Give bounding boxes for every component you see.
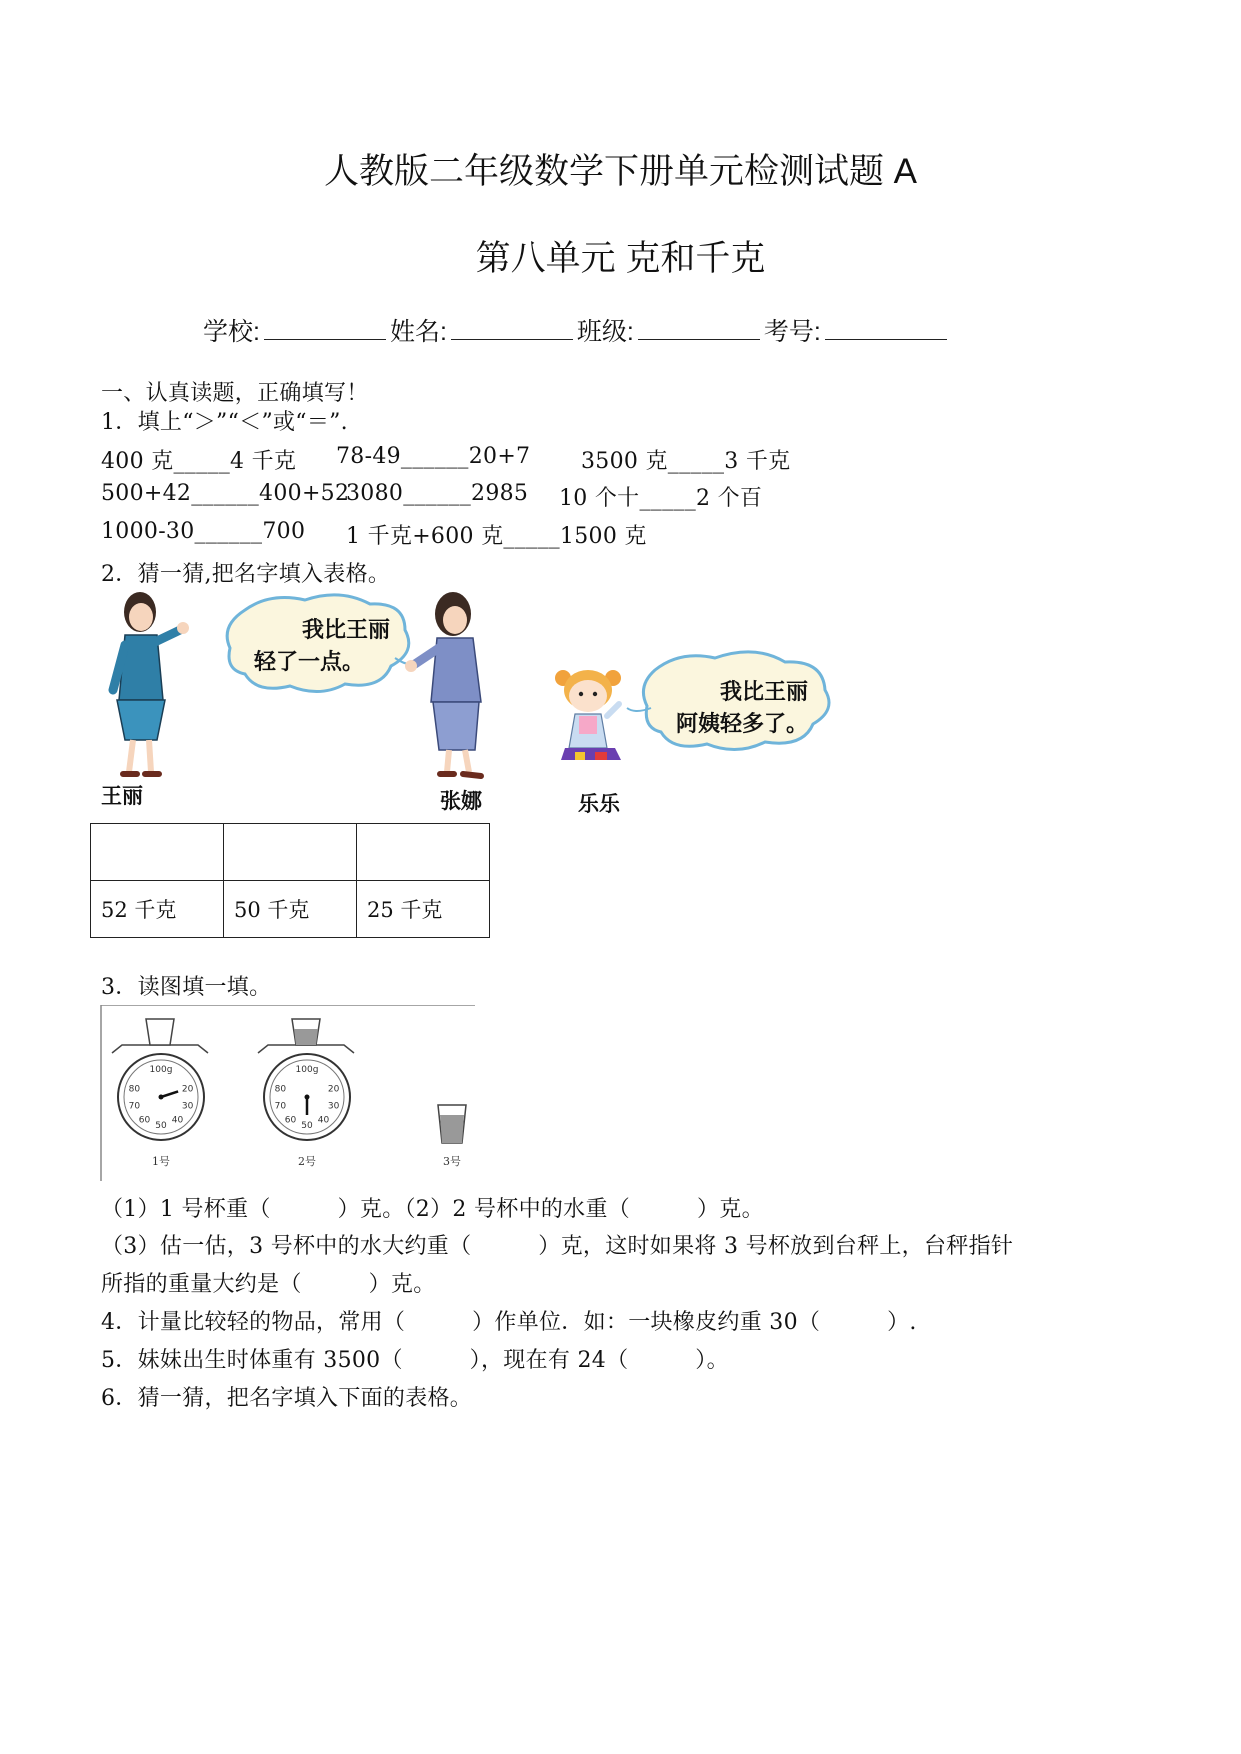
q3-line-2: （3）估一估，3 号杯中的水大约重（ ）克，这时如果将 3 号杯放到台秤上，台秤指针 xyxy=(101,1234,1014,1259)
dial-mark: 30 xyxy=(327,1101,340,1112)
dial-mark: 50 xyxy=(301,1121,313,1131)
dial-mark: 100g xyxy=(149,1065,173,1075)
scale-2 xyxy=(258,1019,354,1140)
woman-zhangna-figure xyxy=(405,592,481,776)
name-zhangna: 张娜 xyxy=(440,788,482,813)
comparison-item: 1000-30______700 xyxy=(101,519,306,544)
dial-mark: 100g xyxy=(295,1065,319,1075)
number-label: 考号: xyxy=(763,318,821,346)
class-blank[interactable] xyxy=(638,321,760,340)
scales-figure xyxy=(100,1005,476,1183)
cup-label-2: 2号 xyxy=(298,1155,316,1168)
dial-mark: 80 xyxy=(274,1084,287,1095)
weight-cell: 52 千克 xyxy=(91,881,224,938)
name-blank[interactable] xyxy=(451,321,573,340)
page-subtitle: 第八单元 克和千克 xyxy=(475,239,766,278)
comparison-item: 3080______2985 xyxy=(346,481,529,506)
bubble2-text: 我比王丽 阿姨轻多了。 xyxy=(676,679,809,737)
q6-text: 6．猜一猜，把名字填入下面的表格。 xyxy=(101,1386,473,1411)
dial-mark: 60 xyxy=(284,1115,297,1126)
q1-prompt: 1．填上“＞”“＜”或“＝”. xyxy=(101,410,348,435)
cup-3 xyxy=(438,1105,466,1143)
dial-mark: 70 xyxy=(274,1101,287,1112)
section-heading: 一、认真读题，正确填写！ xyxy=(101,381,369,406)
comparison-item: 400 克_____4 千克 xyxy=(101,449,297,474)
cup-1-empty xyxy=(146,1019,174,1045)
dial-mark: 70 xyxy=(128,1101,141,1112)
name-cell[interactable] xyxy=(357,824,490,881)
name-cell[interactable] xyxy=(91,824,224,881)
cup-label-3: 3号 xyxy=(443,1155,461,1168)
dial-mark: 40 xyxy=(171,1115,184,1126)
dial-mark: 40 xyxy=(317,1115,330,1126)
table-row xyxy=(91,824,490,881)
q3-prompt: 3．读图填一填。 xyxy=(101,975,272,1000)
bubble1-text: 我比王丽 轻了一点。 xyxy=(254,617,391,675)
name-cell[interactable] xyxy=(224,824,357,881)
q5-text: 5．妹妹出生时体重有 3500（ ），现在有 24（ ）。 xyxy=(101,1348,729,1373)
dial-mark: 20 xyxy=(327,1084,340,1095)
dial-mark: 80 xyxy=(128,1084,141,1095)
scale-1 xyxy=(112,1019,208,1140)
dial-mark: 50 xyxy=(155,1121,167,1131)
cup-2-water xyxy=(294,1029,318,1045)
name-label: 姓名: xyxy=(389,318,447,346)
student-info-row xyxy=(203,312,951,348)
school-label: 学校: xyxy=(203,318,260,346)
comparison-item: 78-49______20+7 xyxy=(336,444,531,469)
school-blank[interactable] xyxy=(264,321,386,340)
dial-mark: 60 xyxy=(138,1115,151,1126)
q2-prompt: 2．猜一猜,把名字填入表格。 xyxy=(101,562,391,587)
name-lele: 乐乐 xyxy=(578,791,620,816)
q3-line-1: （1）1 号杯重（ ）克。（2）2 号杯中的水重（ ）克。 xyxy=(101,1197,764,1222)
class-label: 班级: xyxy=(576,318,634,346)
page-title: 人教版二年级数学下册单元检测试题 A xyxy=(323,152,918,191)
comparison-item: 10 个十_____2 个百 xyxy=(559,486,763,511)
name-wangli: 王丽 xyxy=(101,783,143,808)
comparison-item: 3500 克_____3 千克 xyxy=(581,449,791,474)
table-row xyxy=(91,881,490,938)
q4-text: 4．计量比较轻的物品，常用（ ）作单位．如：一块橡皮约重 30（ ）. xyxy=(101,1310,917,1335)
name-weight-table xyxy=(90,823,490,938)
weight-cell: 50 千克 xyxy=(224,881,357,938)
girl-lele-figure xyxy=(555,670,621,760)
woman-wangli-figure xyxy=(113,592,189,774)
number-blank[interactable] xyxy=(825,321,947,340)
cup-label-1: 1号 xyxy=(152,1155,170,1168)
q3-line-3: 所指的重量大约是（ ）克。 xyxy=(101,1272,436,1297)
comparison-item: 500+42______400+52 xyxy=(101,481,350,506)
dial-mark: 20 xyxy=(181,1084,194,1095)
comparison-item: 1 千克+600 克_____1500 克 xyxy=(346,524,647,549)
dial-mark: 30 xyxy=(181,1101,194,1112)
weight-cell: 25 千克 xyxy=(357,881,490,938)
